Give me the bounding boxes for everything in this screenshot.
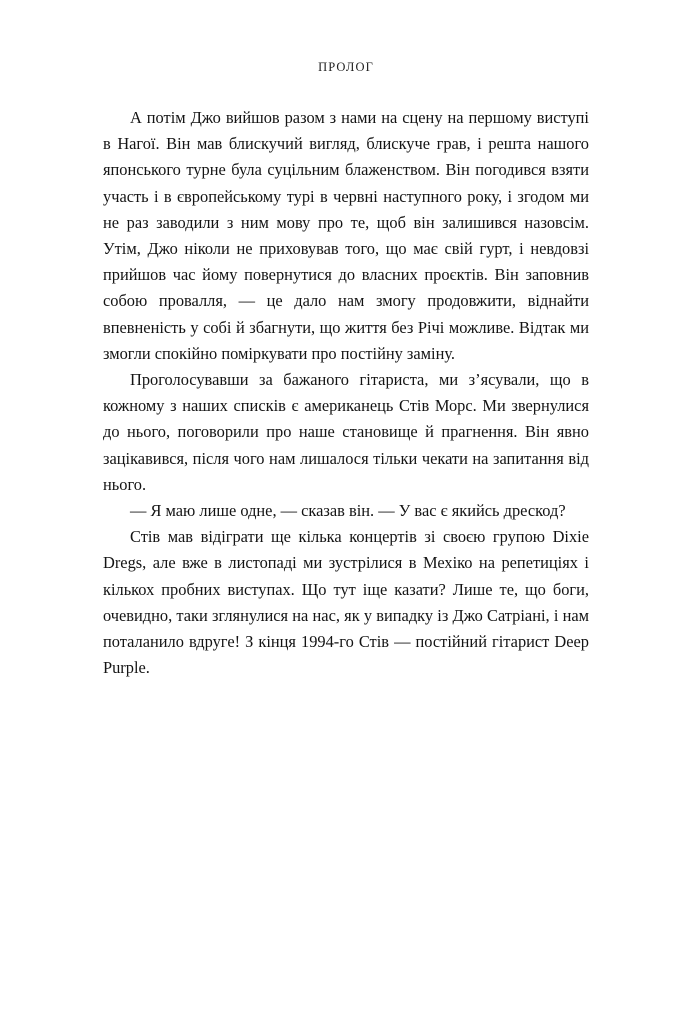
paragraph: А потім Джо вийшов разом з нами на сцену на першому виступі в Нагої. Він мав блискучий вигляд, блискуче грав, і решта нашого японського турне була суцільним блаженством. Він погодився взяти участь і в європейському турі в червні наступного року, і згодом ми не раз заводили з ним мову про те, щоб він залишився назовсім. Утім, Джо ніколи не приховував того, що має свій гурт, і невдовзі прийшов час йому повернутися до власних проєктів. Він заповнив собою провалля, — це дало нам змогу продовжити, віднайти впевненість у собі й збагнути, що життя без Річі можливе. Відтак ми змогли спокійно поміркувати про постійну заміну. [103, 108, 589, 363]
paragraph-dialogue: — Я маю лише одне, — сказав він. — У вас є якийсь дрескод? [130, 501, 566, 521]
page-body [103, 105, 589, 681]
running-head: ПРОЛОГ [318, 60, 374, 74]
paragraph: Стів мав відіграти ще кілька концертів зі своєю групою Dixie Dregs, але вже в листопаді ми зустрілися в Мехіко на репетиціях і кількох пробних виступах. Що тут іще казати? Лише те, що боги, очевидно, таки зглянулися на нас, як у випадку із Джо Сатріані, і нам поталанило вдруге! З кінця 1994-го Стів — постійний гітарист Deep Purple. [103, 527, 589, 678]
paragraph: Проголосувавши за бажаного гітариста, ми з’ясували, що в кожному з наших списків є американець Стів Морс. Ми звернулися до нього, поговорили про наше становище й прагнення. Він явно зацікавився, після чого нам лишалося тільки чекати на запитання від нього. [103, 370, 589, 494]
